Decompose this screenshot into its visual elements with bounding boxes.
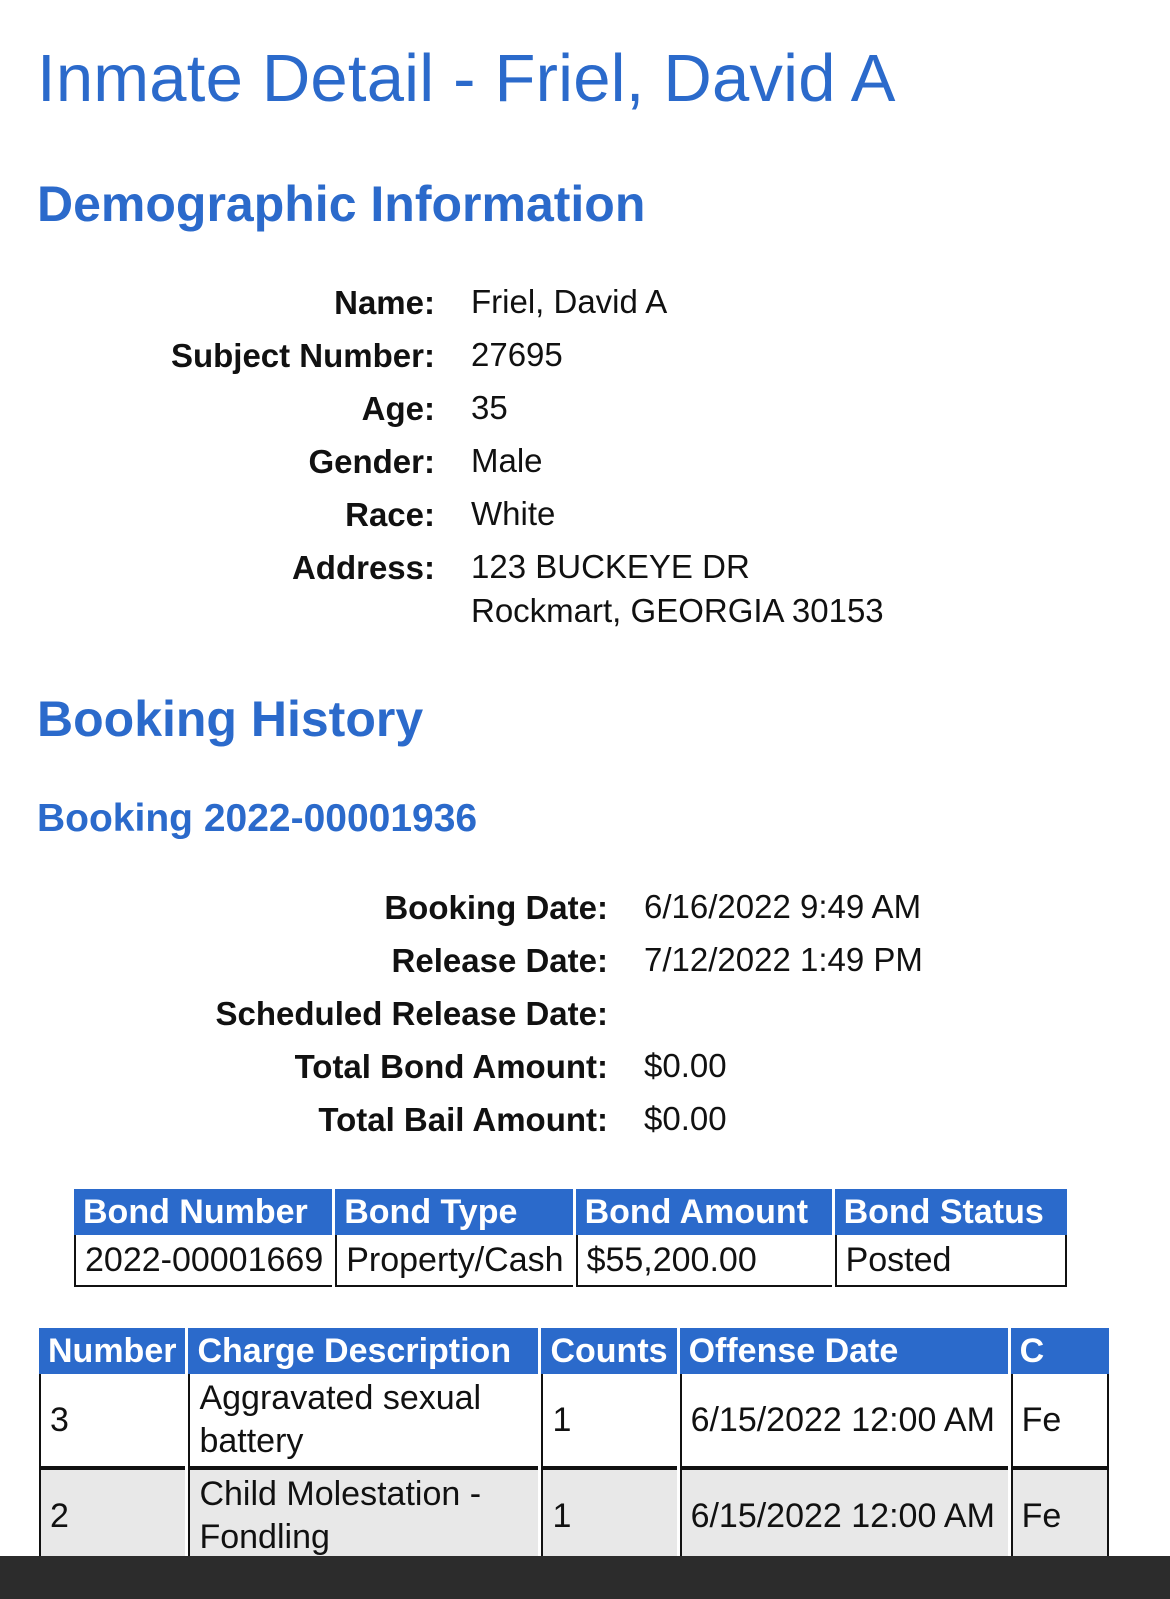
age-row [37,382,884,435]
release-date-row [37,934,923,987]
counts-cell: 1 [541,1470,676,1560]
bond-amount-header: Bond Amount [576,1189,832,1235]
booking-history-heading: Booking History [37,691,424,747]
bond-status-cell: Posted [835,1235,1067,1287]
release-date-value: 7/12/2022 1:49 PM [644,941,923,978]
race-value: White [471,495,556,532]
address-line1: 123 BUCKEYE DR [471,548,750,585]
charge-description-cell: Aggravated sexual battery [188,1374,538,1470]
name-value: Friel, David A [471,283,668,320]
scheduled-release-label: Scheduled Release Date: [215,995,608,1032]
address-line2: Rockmart, GEORGIA 30153 [471,592,884,629]
class-cell: Fe [1011,1374,1109,1470]
bond-amount-cell: $55,200.00 [576,1235,832,1287]
class-cell: Fe [1011,1470,1109,1560]
table-row [39,1470,1109,1560]
booking-date-label: Booking Date: [384,889,608,926]
total-bond-row [37,1040,923,1093]
total-bail-value: $0.00 [644,1100,727,1137]
charges-header-row [39,1328,1109,1374]
class-header: C [1011,1328,1109,1374]
total-bail-row [37,1093,923,1146]
booking-heading: Booking 2022-00001936 [37,797,478,840]
subject-number-value: 27695 [471,336,563,373]
subject-number-row [37,329,884,382]
charge-description-header: Charge Description [188,1328,538,1374]
address-row [37,541,884,633]
demographic-heading: Demographic Information [37,176,646,232]
release-date-label: Release Date: [391,942,608,979]
offense-date-cell: 6/15/2022 12:00 AM [680,1470,1008,1560]
gender-value: Male [471,442,543,479]
bottom-toolbar [0,1556,1170,1599]
counts-cell: 1 [541,1374,676,1470]
counts-header: Counts [541,1328,676,1374]
gender-label: Gender: [308,443,435,480]
age-value: 35 [471,389,508,426]
bond-type-header: Bond Type [335,1189,572,1235]
race-row [37,488,884,541]
bond-number-header: Bond Number [74,1189,332,1235]
charge-description-cell: Child Molestation - Fondling [188,1470,538,1560]
bond-number-cell: 2022-00001669 [74,1235,332,1287]
charges-table-viewport[interactable] [36,1328,1112,1560]
total-bail-label: Total Bail Amount: [318,1101,608,1138]
number-header: Number [39,1328,185,1374]
bond-type-cell: Property/Cash [335,1235,572,1287]
bonds-table [71,1189,1070,1287]
bonds-header-row [74,1189,1067,1235]
booking-date-value: 6/16/2022 9:49 AM [644,888,922,925]
scheduled-release-row [37,987,923,1040]
booking-info [37,881,923,1146]
name-row [37,276,884,329]
gender-row [37,435,884,488]
booking-date-row [37,881,923,934]
page-title: Inmate Detail - Friel, David A [37,41,896,116]
charge-number-cell: 3 [39,1374,185,1470]
bond-status-header: Bond Status [835,1189,1067,1235]
offense-date-cell: 6/15/2022 12:00 AM [680,1374,1008,1470]
total-bond-label: Total Bond Amount: [294,1048,608,1085]
subject-number-label: Subject Number: [170,337,435,374]
race-label: Race: [345,496,435,533]
offense-date-header: Offense Date [680,1328,1008,1374]
address-value [471,541,884,633]
charges-table [36,1328,1112,1560]
name-label: Name: [334,284,435,321]
total-bond-value: $0.00 [644,1047,727,1084]
address-label: Address: [291,549,435,586]
charge-number-cell: 2 [39,1470,185,1560]
age-label: Age: [361,390,435,427]
table-row [74,1235,1067,1287]
table-row [39,1374,1109,1470]
demographic-info [37,276,884,633]
